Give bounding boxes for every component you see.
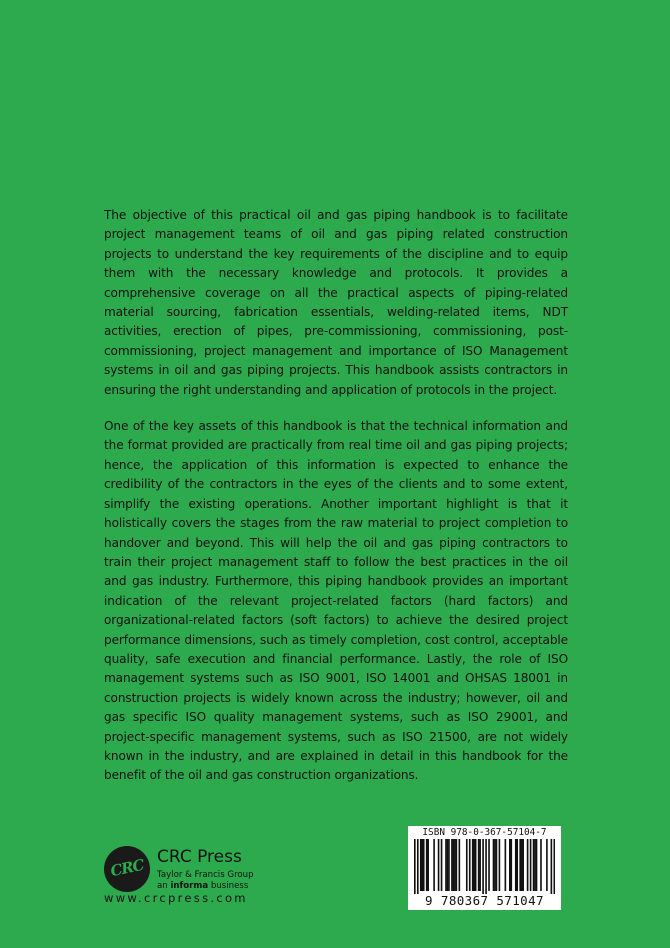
barcode-bar: [521, 839, 523, 891]
barcode-bar: [485, 839, 487, 894]
publisher-business-line: [157, 881, 248, 891]
barcode-bar: [417, 839, 419, 894]
barcode-bar: [494, 839, 496, 891]
logo-text: CRC: [108, 855, 146, 881]
barcode-bar: [473, 839, 475, 891]
barcode-bar: [456, 839, 458, 891]
barcode-digits: 9 780367 571047: [425, 893, 544, 908]
barcode-bar: [475, 839, 477, 891]
barcode-bar: [499, 839, 501, 891]
barcode-bar: [505, 839, 507, 891]
barcode-bar: [469, 839, 471, 891]
barcode-bar: [453, 839, 455, 891]
barcode-bars: [414, 839, 555, 894]
barcode-bar: [519, 839, 521, 891]
description-blurb: [104, 206, 568, 803]
barcode-bar: [534, 839, 536, 891]
barcode-bar: [546, 839, 548, 891]
barcode-bar: [515, 839, 517, 891]
barcode-bar: [516, 839, 518, 891]
barcode-bar: [448, 839, 450, 891]
barcode-bar: [493, 839, 495, 891]
barcode-bar: [466, 839, 468, 891]
barcode-bar: [454, 839, 456, 891]
barcode-bar: [438, 839, 440, 891]
barcode-bar: [527, 839, 529, 891]
publisher-name: CRC Press: [157, 847, 242, 867]
barcode-bar: [509, 839, 511, 891]
isbn-label: ISBN 978-0-367-57104-7: [422, 827, 547, 838]
barcode-bar: [459, 839, 461, 891]
barcode-bar: [530, 839, 532, 891]
barcode-bar: [420, 839, 422, 891]
barcode-bar: [421, 839, 423, 891]
barcode-bar: [441, 839, 443, 891]
business-prefix: an: [157, 881, 168, 891]
barcode-bar: [496, 839, 498, 891]
barcode-bar: [433, 839, 435, 891]
barcode-bar: [522, 839, 524, 891]
barcode-bar: [427, 839, 429, 891]
barcode-bar: [472, 839, 474, 891]
isbn-barcode: [408, 826, 561, 910]
barcode-bar: [445, 839, 447, 891]
barcode-bar: [414, 839, 416, 894]
barcode-bar: [551, 839, 553, 894]
barcode-bar: [510, 839, 512, 891]
barcode-bar: [482, 839, 484, 894]
publisher-website: www.crcpress.com: [104, 891, 248, 905]
barcode-bar: [488, 839, 490, 891]
barcode-bar: [536, 839, 538, 891]
barcode-bar: [533, 839, 535, 891]
barcode-bar: [479, 839, 481, 891]
business-brand: informa: [170, 881, 209, 891]
publisher-group: Taylor & Francis Group: [157, 870, 254, 880]
barcode-bar: [554, 839, 555, 894]
blurb-paragraph-1: The objective of this practical oil and gas piping handbook is to facilitate project management teams of oil and gas piping related construction projects to understand the key requirements of the discipline and to equip them with the necessary knowledge and protocols. It provides a comprehensive coverage on all the practical aspects of piping-related material sourcing, fabrication essentials, welding-related items, NDT activities, erection of pipes, pre-commissioning, commissioning, post-commissioning, project management and importance of ISO Management systems in oil and gas piping projects. This handbook assists contractors in ensuring the right understanding and application of protocols in the project.: [104, 208, 568, 397]
barcode-bar: [451, 839, 453, 891]
barcode-bar: [478, 839, 480, 891]
barcode-bar: [426, 839, 428, 891]
business-suffix: business: [210, 881, 249, 891]
barcode-bar: [423, 839, 425, 891]
barcode-bar: [540, 839, 542, 891]
blurb-paragraph-2: One of the key assets of this handbook is that the technical information and the format provided are practically from real time oil and gas piping projects; hence, the application of this information is expected to enhance the credibility of the contractors in the eyes of the clients and to some extent, simplify the existing operations. Another important highlight is that it holistically covers the stages from the raw material to project completion to handover and beyond. This will help the oil and gas piping contractors to train their project management staff to follow the best practices in the oil and gas industry. Furthermore, this piping handbook provides an important indication of the relevant project-related factors (hard factors) and organizational-related factors (soft factors) to achieve the desired project performance dimensions, such as timely completion, cost control, acceptable quality, safe execution and financial performance. Lastly, the role of ISO management systems such as ISO 9001, ISO 14001 and OHSAS 18001 in construction projects is widely known across the industry; however, oil and gas specific ISO quality management systems, such as ISO 29001, and project-specific management systems, such as ISO 21500, are not widely known in the industry, and are explained in detail in this handbook for the benefit of the oil and gas construction organizations.: [104, 419, 568, 783]
crc-logo-icon: [104, 846, 150, 892]
barcode-bar: [447, 839, 449, 891]
